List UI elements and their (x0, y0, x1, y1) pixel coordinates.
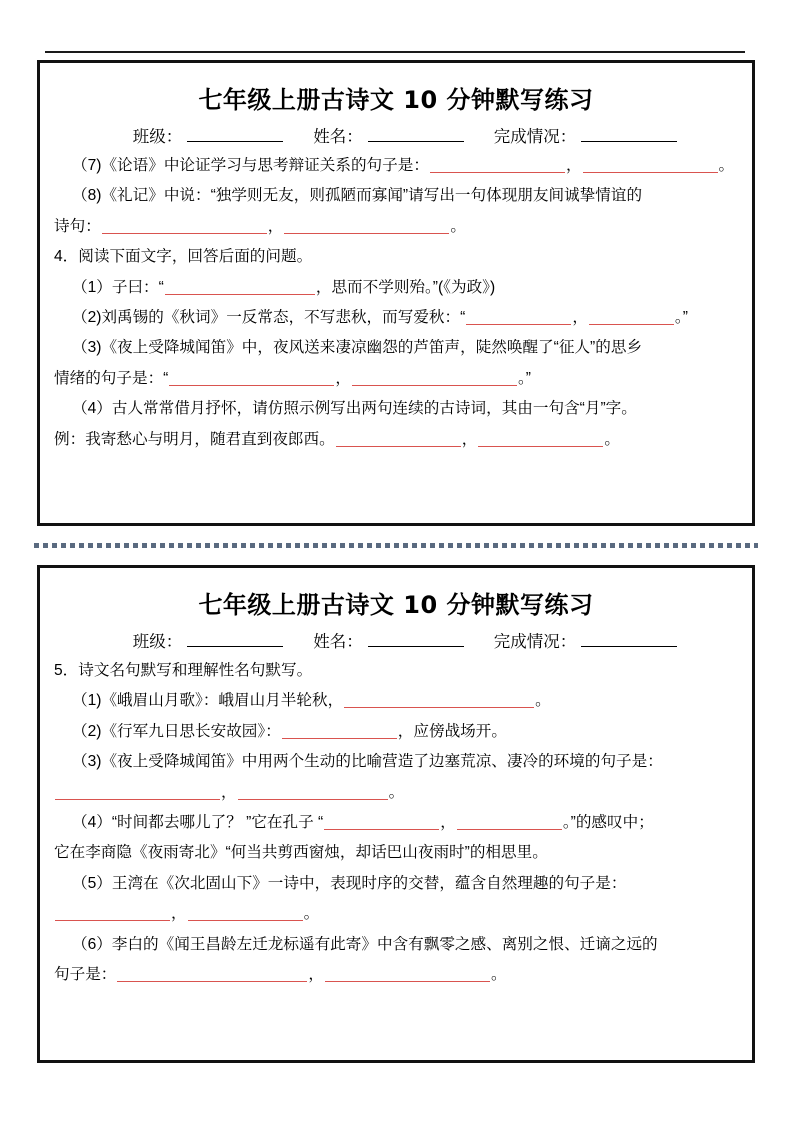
answer-blank[interactable] (55, 906, 170, 921)
question-4-1 (54, 273, 738, 303)
question-5-1 (54, 686, 738, 716)
question-5-6-text: （6）李白的《闻王昌龄左迁龙标遥有此寄》中含有飘零之感、离别之恨、迁谪之远的 (72, 935, 658, 953)
name-label-2: 姓名： (313, 633, 363, 651)
worksheet-meta-row-2 (54, 628, 738, 652)
period: 。 (604, 430, 620, 448)
question-5-2 (54, 717, 738, 747)
question-5-4-line2-text: 它在李商隐《夜雨寄北》“何当共剪西窗烛，却话巴山夜雨时”的相思里。 (54, 844, 548, 862)
answer-blank[interactable] (457, 815, 562, 830)
answer-blank[interactable] (336, 432, 461, 447)
question-5-6-line2 (54, 960, 738, 990)
question-8-prompt: 诗句： (54, 217, 101, 235)
question-5-6-prompt: 句子是： (54, 966, 117, 984)
class-field-1 (133, 123, 284, 147)
top-horizontal-rule (45, 51, 745, 53)
status-label-1: 完成情况： (493, 128, 577, 146)
worksheet-card-2 (37, 565, 755, 1063)
answer-blank[interactable] (478, 432, 603, 447)
class-input-blank-2[interactable] (187, 631, 283, 647)
worksheet-title-2: 七年级上册古诗文 10 分钟默写练习 (198, 591, 594, 619)
question-5-text: 5．诗文名句默写和理解性名句默写。 (54, 662, 313, 679)
period: 。 (535, 692, 551, 710)
worksheet-body-2 (54, 656, 738, 990)
name-field-1 (313, 123, 464, 147)
answer-blank[interactable] (352, 371, 517, 386)
period: 。 (388, 783, 405, 801)
question-4-2 (54, 303, 738, 333)
answer-blank[interactable] (117, 967, 307, 982)
period: 。 (718, 157, 735, 174)
question-5-5-line1 (54, 869, 738, 899)
question-7-text: （7)《论语》中论证学习与思考辩证关系的句子是： (72, 157, 429, 174)
question-4-1-prefix: （1）子曰：“ (72, 278, 164, 296)
question-8-line2 (54, 212, 738, 242)
question-5-4-line1 (54, 808, 738, 838)
answer-blank[interactable] (589, 310, 674, 325)
name-input-blank-2[interactable] (368, 631, 464, 647)
comma: ， (572, 309, 588, 327)
comma: ， (565, 157, 582, 174)
question-4-3-line2 (54, 364, 738, 394)
comma: ， (308, 966, 324, 984)
question-4-3-prompt: 情绪的句子是：“ (54, 369, 169, 387)
answer-blank[interactable] (466, 310, 571, 325)
question-5-heading (54, 656, 738, 686)
question-5-5-line2 (54, 899, 738, 929)
status-label-2: 完成情况： (493, 633, 577, 651)
question-5-2-prefix: （2)《行军九日思长安故园》： (72, 722, 281, 740)
question-5-4-prefix: （4）“时间都去哪儿了？ ”它在孔子 “ (72, 814, 324, 832)
question-4-1-suffix: ，思而不学则殆。”(《为政》) (315, 278, 496, 296)
period: 。 (491, 966, 507, 984)
answer-blank[interactable] (55, 785, 220, 800)
question-4-text: 4．阅读下面文字，回答后面的问题。 (54, 248, 313, 266)
comma: ， (440, 814, 456, 832)
answer-blank[interactable] (284, 219, 449, 234)
name-input-blank-1[interactable] (368, 126, 464, 142)
answer-blank[interactable] (325, 967, 490, 982)
status-field-1 (494, 123, 678, 147)
comma: ， (171, 905, 187, 923)
question-4-3-suffix: 。” (517, 369, 531, 387)
class-label-1: 班级： (132, 128, 183, 146)
status-input-blank-1[interactable] (581, 126, 677, 142)
question-5-2-suffix: ，应傍战场开。 (397, 722, 507, 740)
question-5-3-line2 (54, 778, 738, 808)
comma: ， (267, 217, 284, 235)
answer-blank[interactable] (430, 158, 565, 173)
class-label-2: 班级： (132, 633, 183, 651)
question-4-4-text: （4）古人常常借月抒怀，请仿照示例写出两句连续的古诗词，其由一句含“月”字。 (72, 400, 637, 418)
status-input-blank-2[interactable] (581, 631, 677, 647)
worksheet-body-1 (54, 151, 738, 455)
answer-blank[interactable] (344, 693, 534, 708)
question-5-1-text: （1)《峨眉山月歌》：峨眉山月半轮秋， (72, 692, 344, 710)
answer-blank[interactable] (282, 724, 397, 739)
question-5-4-line2 (54, 838, 738, 868)
question-8-line1 (54, 181, 738, 211)
question-4-4 (54, 394, 738, 424)
question-4-4-example (54, 425, 738, 455)
question-4-4-example-text: 例：我寄愁心与明月，随君直到夜郎西。 (54, 430, 335, 448)
answer-blank[interactable] (165, 280, 315, 295)
comma: ， (221, 783, 237, 801)
question-5-4-suffix: 。”的感叹中； (562, 814, 654, 832)
dotted-separator (34, 543, 758, 548)
question-8-text: （8)《礼记》中说：“独学则无友，则孤陋而寡闻”请写出一句体现朋友间诚挚情谊的 (72, 187, 643, 205)
worksheet-meta-row-1 (54, 123, 738, 147)
class-field-2 (133, 628, 284, 652)
worksheet-card-1 (37, 60, 755, 526)
question-5-6-line1 (54, 930, 738, 960)
question-4-2-suffix: 。” (674, 309, 688, 327)
question-4-3-line1 (54, 333, 738, 363)
worksheet-title-1: 七年级上册古诗文 10 分钟默写练习 (198, 86, 594, 114)
comma: ， (335, 369, 351, 387)
answer-blank[interactable] (324, 815, 439, 830)
answer-blank[interactable] (188, 906, 303, 921)
question-4-3-text: （3)《夜上受降城闻笛》中，夜风送来凄凉幽怨的芦笛声，陡然唤醒了“征人”的思乡 (72, 339, 643, 357)
answer-blank[interactable] (169, 371, 334, 386)
class-input-blank-1[interactable] (187, 126, 283, 142)
period: 。 (450, 217, 467, 235)
status-field-2 (494, 628, 678, 652)
name-field-2 (313, 628, 464, 652)
question-4-heading (54, 242, 738, 272)
period: 。 (303, 905, 320, 923)
question-5-3-line1 (54, 747, 738, 777)
question-5-5-text: （5）王湾在《次北固山下》一诗中，表现时序的交替，蕴含自然理趣的句子是： (72, 874, 627, 892)
question-4-2-prefix: （2)刘禹锡的《秋词》一反常态，不写悲秋，而写爱秋：“ (72, 309, 466, 327)
name-label-1: 姓名： (313, 128, 363, 146)
answer-blank[interactable] (583, 158, 718, 173)
comma: ， (461, 430, 478, 448)
answer-blank[interactable] (102, 219, 267, 234)
question-5-3-text: （3)《夜上受降城闻笛》中用两个生动的比喻营造了边塞荒凉、凄冷的环境的句子是： (72, 753, 663, 771)
question-7 (54, 151, 738, 181)
answer-blank[interactable] (238, 785, 388, 800)
